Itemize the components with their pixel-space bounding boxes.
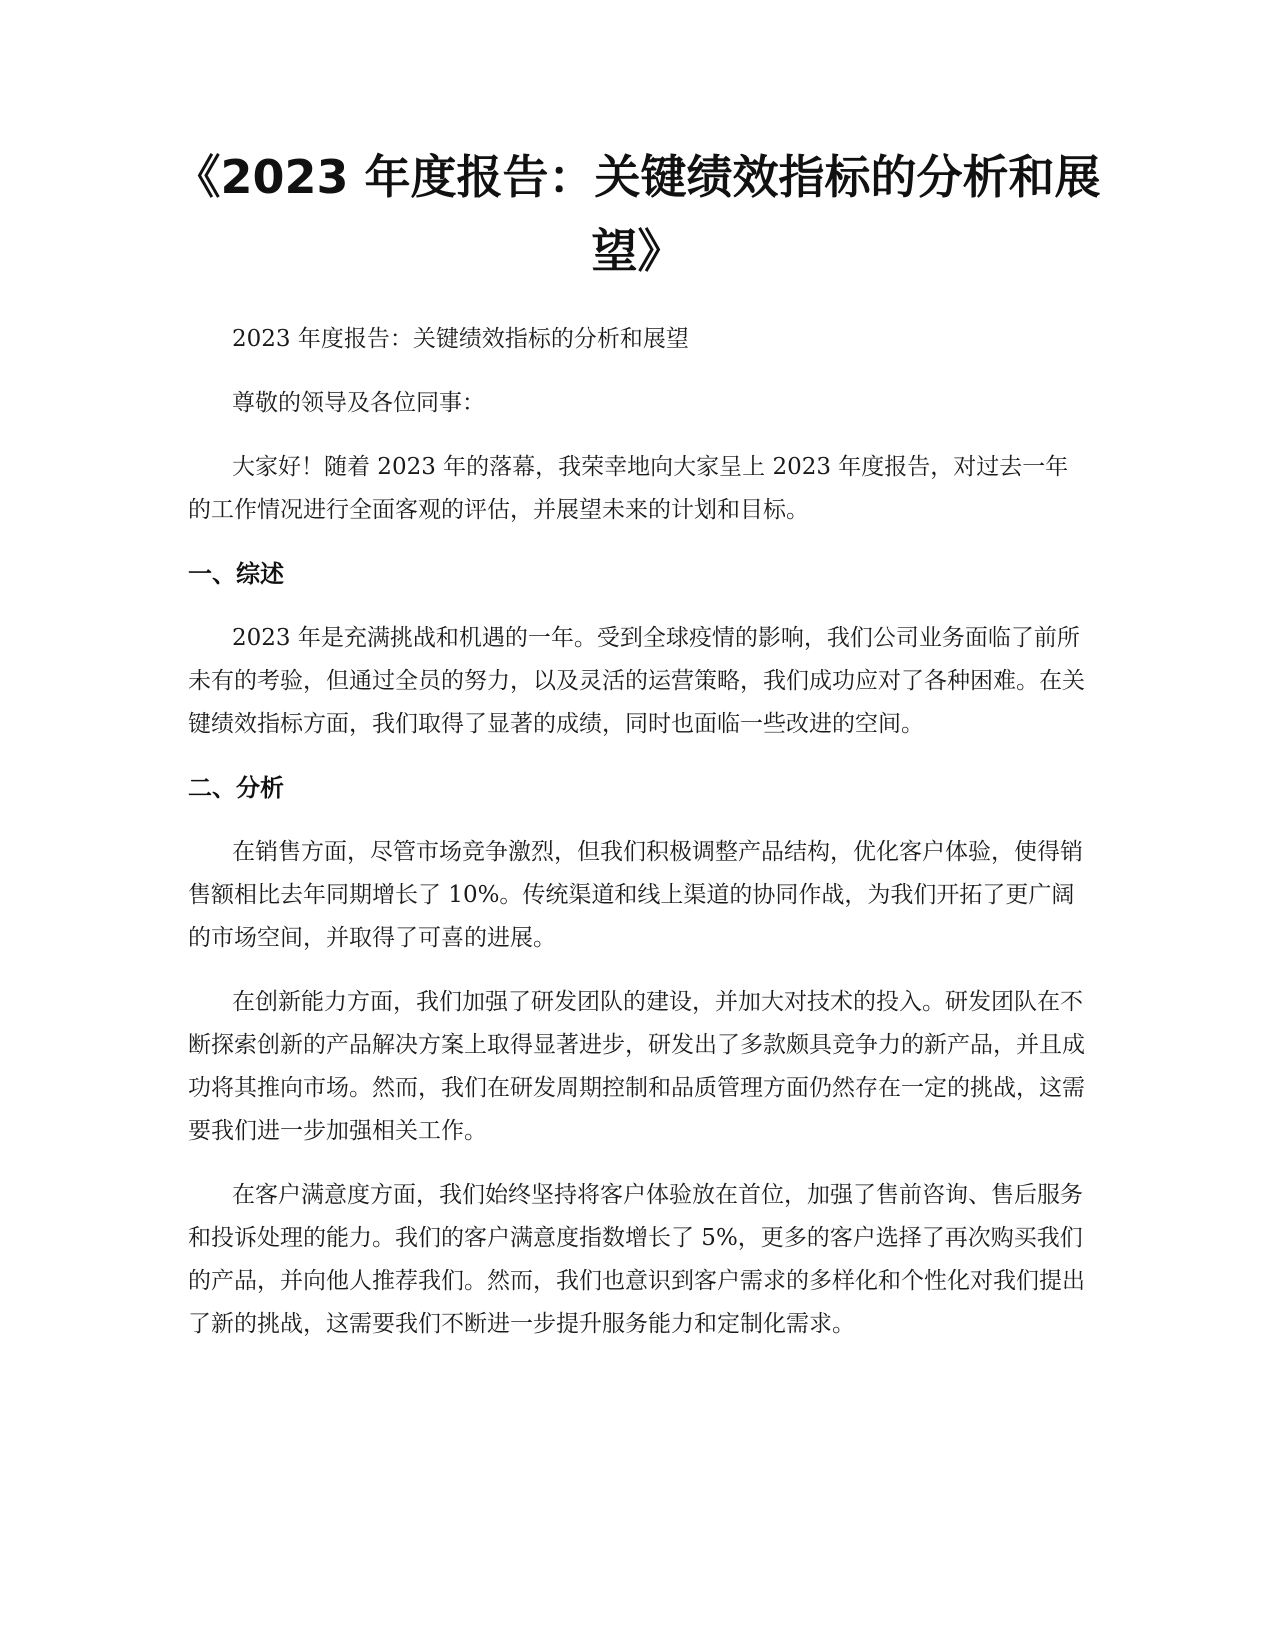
intro-paragraph: 大家好！随着 2023 年的落幕，我荣幸地向大家呈上 2023 年度报告，对过去一年的工作情况进行全面客观的评估，并展望未来的计划和目标。 bbox=[188, 454, 1069, 523]
section-heading-overview: 一、综述 bbox=[188, 560, 284, 588]
overview-paragraph: 2023 年是充满挑战和机遇的一年。受到全球疫情的影响，我们公司业务面临了前所未有的考验，但通过全员的努力，以及灵活的运营策略，我们成功应对了各种困难。在关键绩效指标方面，我们取得了显著的成绩，同时也面临一些改进的空间。 bbox=[188, 625, 1085, 737]
greeting-paragraph: 尊敬的领导及各位同事： bbox=[232, 390, 485, 416]
document-body bbox=[188, 318, 1088, 1367]
analysis-innovation-paragraph: 在创新能力方面，我们加强了研发团队的建设，并加大对技术的投入。研发团队在不断探索创新的产品解决方案上取得显著进步，研发出了多款颇具竞争力的新产品，并且成功将其推向市场。然而，我们在研发周期控制和品质管理方面仍然存在一定的挑战，这需要我们进一步加强相关工作。 bbox=[188, 989, 1085, 1144]
document-title: 《2023 年度报告：关键绩效指标的分析和展望》 bbox=[174, 150, 1101, 278]
analysis-satisfaction-paragraph: 在客户满意度方面，我们始终坚持将客户体验放在首位，加强了售前咨询、售后服务和投诉处理的能力。我们的客户满意度指数增长了 5%，更多的客户选择了再次购买我们的产品，并向他人推荐我们。然而，我们也意识到客户需求的多样化和个性化对我们提出了新的挑战，这需要我们不断进一步提升服务能力和定制化需求。 bbox=[188, 1182, 1085, 1337]
section-heading-analysis: 二、分析 bbox=[188, 774, 284, 802]
subtitle-paragraph: 2023 年度报告：关键绩效指标的分析和展望 bbox=[232, 326, 689, 352]
analysis-sales-paragraph: 在销售方面，尽管市场竞争激烈，但我们积极调整产品结构，优化客户体验，使得销售额相比去年同期增长了 10%。传统渠道和线上渠道的协同作战，为我们开拓了更广阔的市场空间，并取得了可喜的进展。 bbox=[188, 839, 1083, 951]
